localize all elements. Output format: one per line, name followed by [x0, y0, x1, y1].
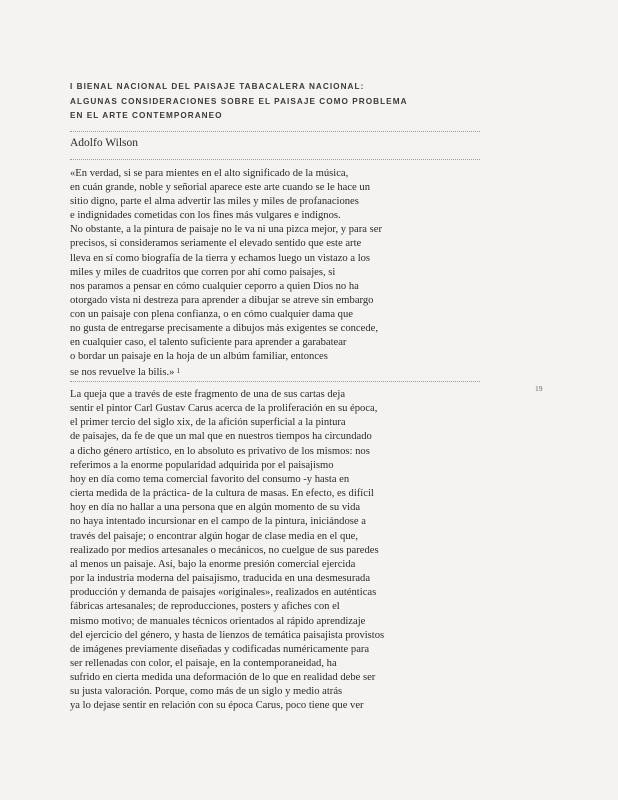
footnote-marker: 1 [176, 367, 180, 376]
body-line: al menos un paisaje. Así, bajo la enorme presión comercial ejercida [70, 558, 356, 570]
body-line: no haya intentado incursionar en el campo de la pintura, iniciándose a [70, 516, 366, 528]
quote-line: precisos, si consideramos seriamente el elevado sentido que este arte [70, 238, 362, 250]
body-line: sufrido en cierta medida una deformación de lo que en realidad debe ser [70, 672, 376, 684]
body-line: sentir el pintor Carl Gustav Carus acerca de la proliferación en su época, [70, 403, 378, 415]
title-line: EN EL ARTE CONTEMPORANEO [70, 111, 223, 120]
article-title [70, 80, 480, 124]
quote-line: con un paisaje con plena confianza, o en cómo cualquier dama que [70, 308, 353, 320]
body-line: ya lo dejase sentir en relación con su época Carus, poco tiene que ver [70, 700, 364, 712]
quote-line: otorgado vista ni destreza para aprender a dibujar se atreve sin embargo [70, 294, 374, 306]
body-line: por la industria moderna del paisajismo, traducida en una desmesurada [70, 573, 371, 585]
quote-line: sitio digno, parte el alma advertir las miles y miles de profanaciones [70, 196, 359, 208]
epigraph-quote [70, 167, 490, 380]
body-line: fábricas artesanales; de reproducciones, posters y afiches con el [70, 601, 340, 613]
title-line: ALGUNAS CONSIDERACIONES SOBRE EL PAISAJE COMO PROBLEMA [70, 96, 408, 106]
quote-line: miles y miles de cuadritos que corren por ahí como paisajes, si [70, 266, 336, 278]
body-line: el primer tercio del siglo xix, de la afición superficial a la pintura [70, 417, 346, 429]
title-line: I BIENAL NACIONAL DEL PAISAJE TABACALERA NACIONAL: [70, 82, 365, 91]
quote-line: «En verdad, si se para mientes en el alto significado de la música, [70, 168, 349, 179]
body-line: ser rellenadas con color, el paisaje, en la contemporaneidad, ha [70, 657, 337, 669]
page-number: 19 [535, 384, 543, 393]
body-line: mismo motivo; de manuales técnicos orientados al rápido aprendizaje [70, 615, 366, 627]
divider [70, 159, 480, 160]
quote-line: e indignidades cometidas con los fines más vulgares e indignos. [70, 210, 341, 222]
body-line: referimos a la enorme popularidad adquirida por el paisajismo [70, 459, 334, 471]
quote-line: lleva en sí como biografía de la tierra y echamos luego un vistazo a los [70, 252, 371, 264]
quote-line-text: se nos revuelve la bilis.» [70, 367, 175, 379]
body-line: de imágenes previamente diseñadas y codificadas numéricamente para [70, 643, 370, 655]
body-line: realizado por medios artesanales o mecánicos, no cuelgue de sus paredes [70, 544, 379, 556]
body-paragraph [70, 388, 490, 714]
body-line: producción y demanda de paisajes «originales», realizados en auténticas [70, 587, 377, 599]
body-line: del ejercicio del género, y hasta de lienzos de temática paisajista provistos [70, 629, 385, 641]
quote-line-last [70, 364, 490, 380]
quote-line: nos paramos a pensar en cómo cualquier ceporro a quien Dios no ha [70, 280, 359, 292]
body-line: a dicho género artístico, en lo absoluto es privativo de los mismos: nos [70, 445, 370, 457]
body-line: través del paisaje; o encontrar algún hogar de clase media en el que, [70, 530, 358, 542]
body-line: su justa valoración. Porque, como más de un siglo y medio atrás [70, 686, 343, 698]
body-line: hoy en día no hallar a una persona que en algún momento de su vida [70, 502, 361, 514]
quote-line: o bordar un paisaje en la hoja de un albúm familiar, entonces [70, 351, 328, 363]
quote-line: no gusta de entregarse precisamente a dibujos más exigentes se concede, [70, 323, 378, 335]
author-name: Adolfo Wilson [70, 137, 139, 149]
quote-line: No obstante, a la pintura de paisaje no le va ni una pizca mejor, y para ser [70, 224, 382, 236]
body-line: La queja que a través de este fragmento de una de sus cartas deja [70, 389, 346, 400]
body-line: de paisajes, da fe de que un mal que en nuestros tiempos ha circundado [70, 431, 372, 443]
divider [70, 131, 480, 132]
divider [70, 381, 480, 382]
body-line: hoy en día como tema comercial favorito del consumo -y hasta en [70, 473, 350, 485]
body-line: cierta medida de la práctica- de la cultura de masas. En efecto, es difícil [70, 488, 374, 500]
quote-line: en cualquier caso, el talento suficiente para aprender a garabatear [70, 337, 347, 349]
quote-line: en cuán grande, noble y señorial aparece este arte cuando se le hace un [70, 182, 371, 194]
